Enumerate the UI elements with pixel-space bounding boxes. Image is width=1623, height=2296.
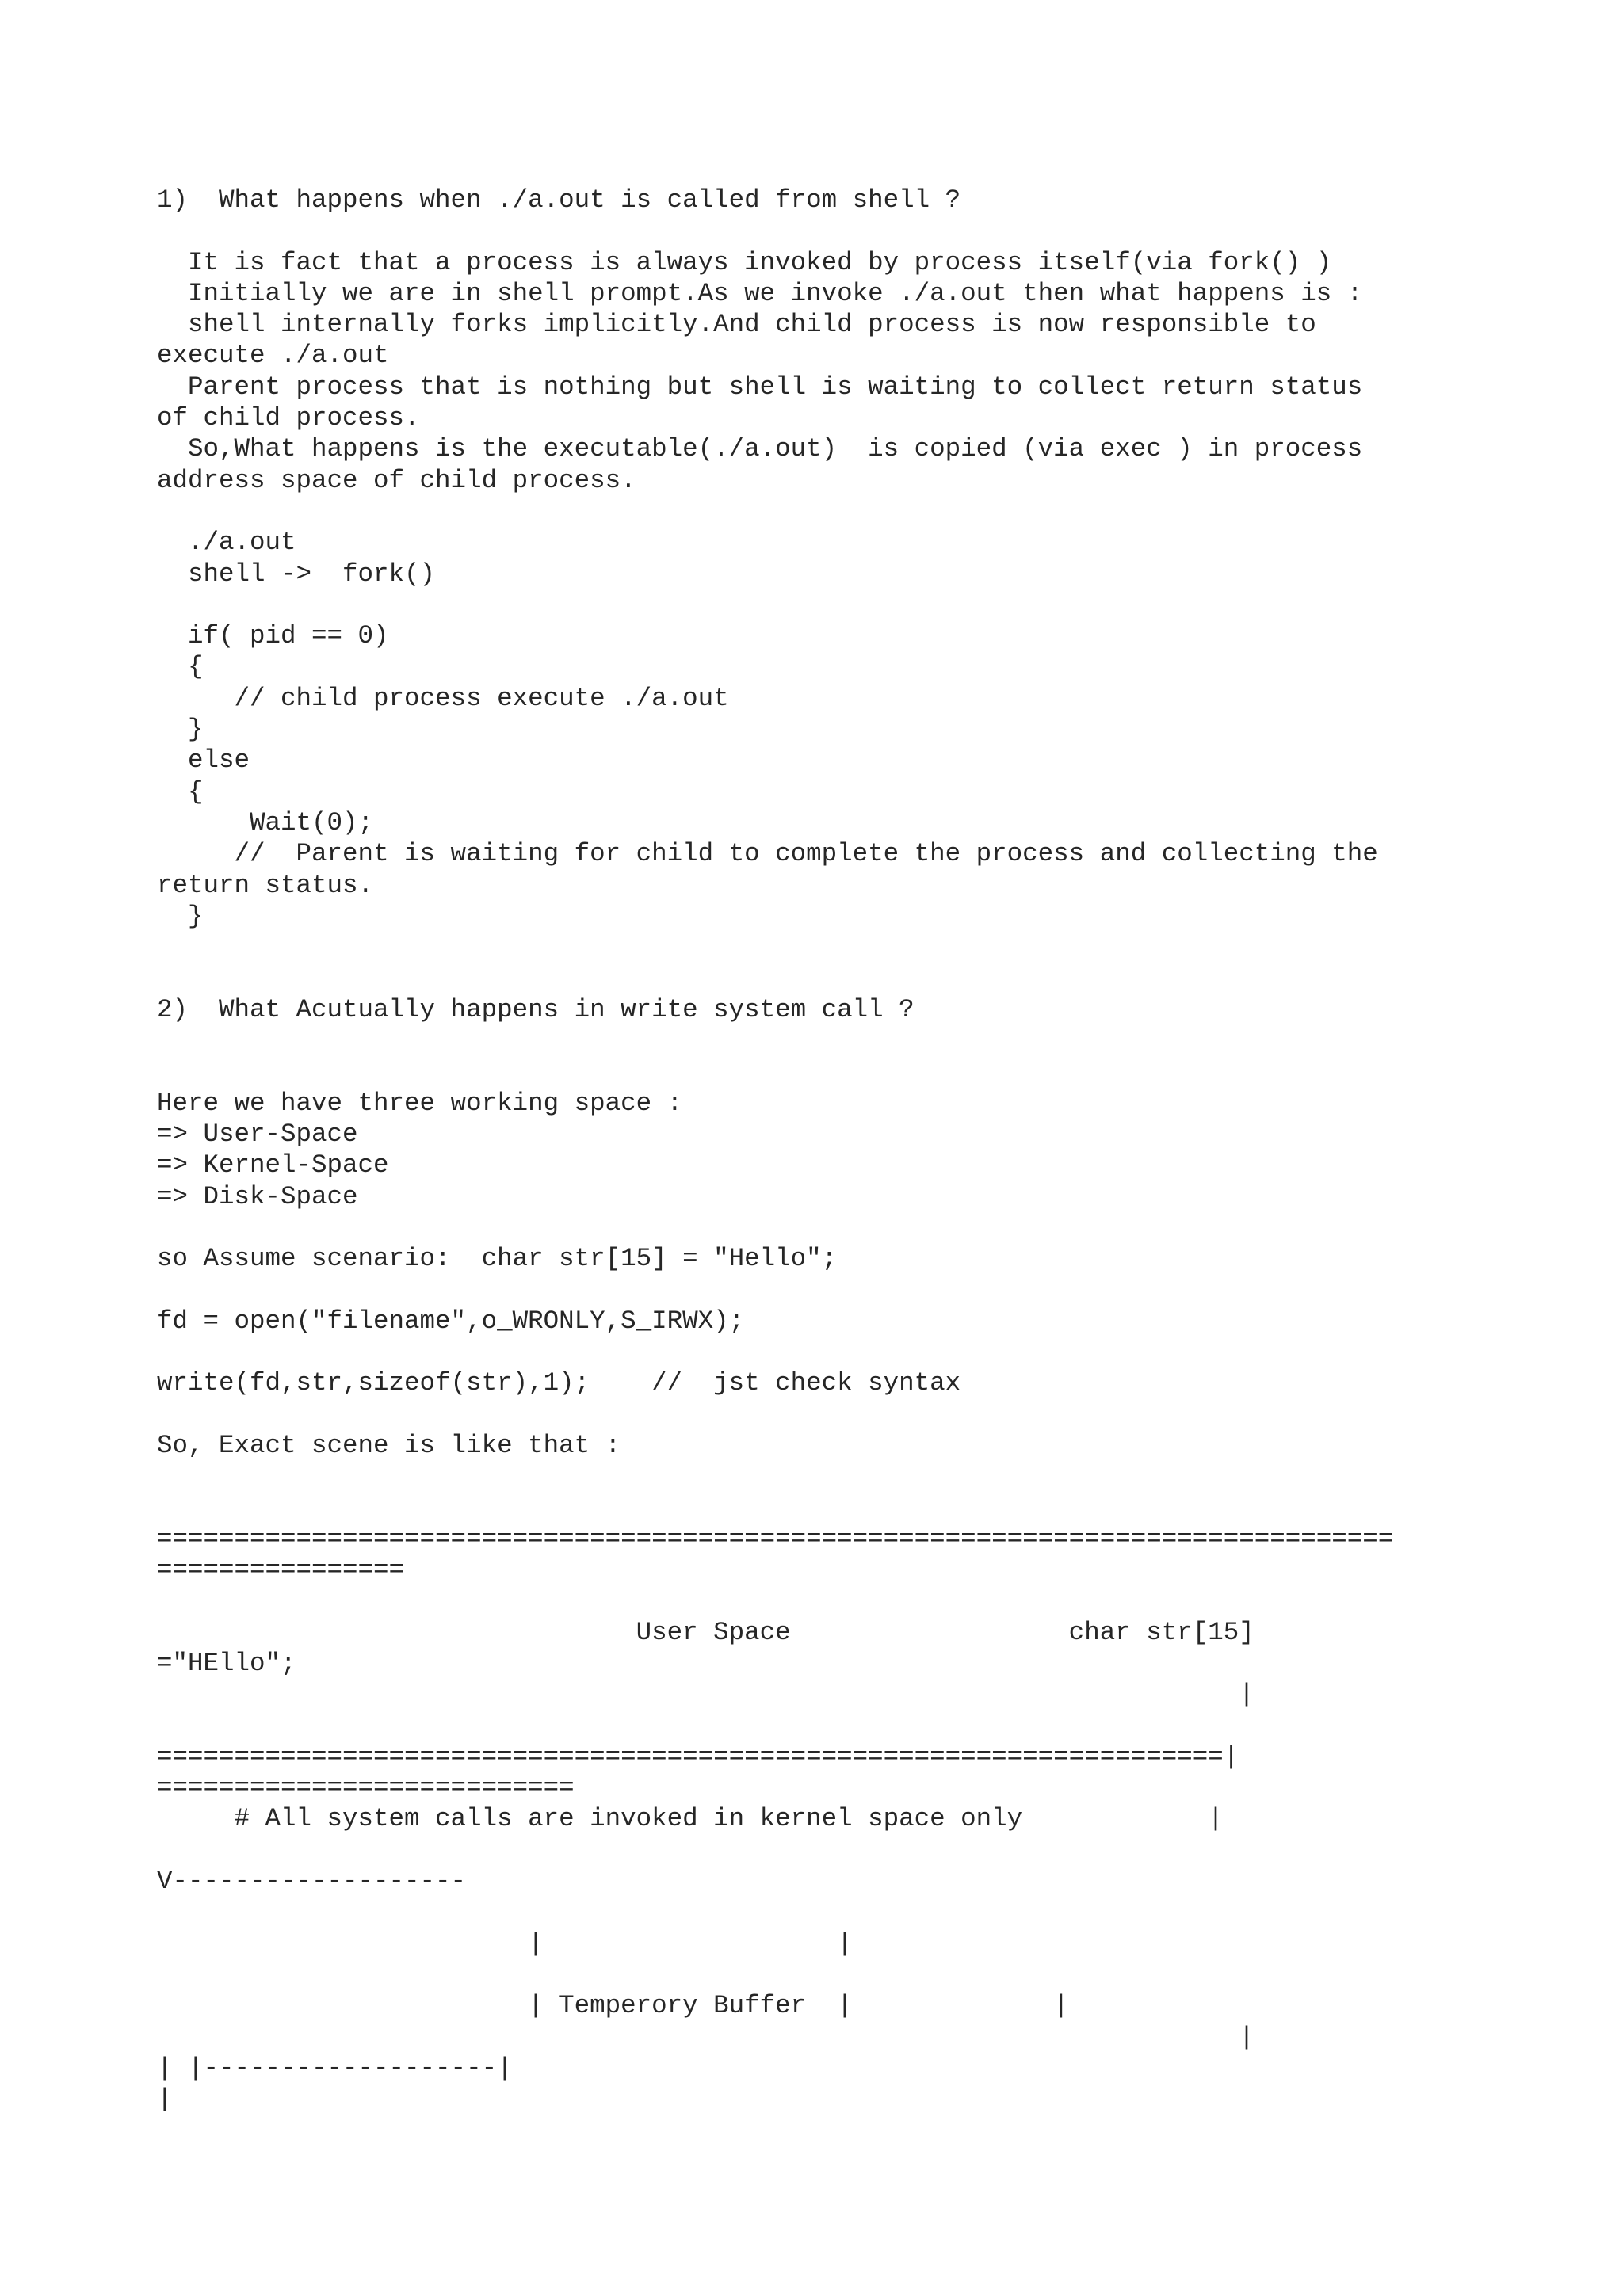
text-line <box>157 1399 1552 1430</box>
text-line: ./a.out <box>157 528 296 558</box>
text-line <box>157 932 1552 963</box>
text-line <box>157 1337 1552 1367</box>
text-line <box>157 1959 1552 1990</box>
text-line: ================================================================================ <box>157 1524 1394 1554</box>
text-line: | <box>157 2022 1254 2052</box>
text-line: } <box>157 715 204 745</box>
text-line: if( pid == 0) <box>157 621 389 651</box>
text-line: address space of child process. <box>157 465 636 495</box>
text-line: ================ <box>157 1555 405 1585</box>
text-line <box>157 1897 1552 1928</box>
text-line: write(fd,str,sizeof(str),1); // jst check syntax <box>157 1368 961 1398</box>
text-line: shell internally forks implicitly.And child process is now responsible to <box>157 310 1316 340</box>
text-line <box>157 1835 1552 1866</box>
text-line <box>157 963 1552 994</box>
text-line <box>157 1492 1552 1523</box>
document-text <box>157 185 1552 2115</box>
text-line <box>157 1461 1552 1492</box>
text-line: 2) What Acutually happens in write system call ? <box>157 994 915 1024</box>
text-line: => Disk-Space <box>157 1181 358 1211</box>
text-line: It is fact that a process is always invoked by process itself(via fork() ) <box>157 247 1332 277</box>
text-line: { <box>157 652 204 682</box>
text-line <box>157 1711 1552 1741</box>
text-line: of child process. <box>157 403 420 433</box>
text-line: | <box>157 2084 173 2115</box>
text-line: =========================== <box>157 1773 575 1803</box>
text-line: | <box>157 1680 1254 1710</box>
text-line: | Temperory Buffer | | <box>157 1991 1069 2021</box>
text-line <box>157 1056 1552 1087</box>
text-line: { <box>157 776 204 807</box>
text-line: User Space char str[15] <box>157 1617 1254 1647</box>
text-line: fd = open("filename",o_WRONLY,S_IRWX); <box>157 1306 745 1336</box>
text-line: | |-------------------| <box>157 2053 513 2083</box>
text-line: So, Exact scene is like that : <box>157 1430 621 1460</box>
text-line: V------------------- <box>157 1867 467 1897</box>
text-line: else <box>157 746 250 776</box>
text-line <box>157 589 1552 620</box>
text-line: shell -> fork() <box>157 559 436 589</box>
text-line: # All system calls are invoked in kernel space only | <box>157 1804 1224 1834</box>
text-line: Parent process that is nothing but shell is waiting to collect return status <box>157 372 1363 402</box>
text-line <box>157 1025 1552 1056</box>
text-line: so Assume scenario: char str[15] = "Hello"; <box>157 1244 838 1274</box>
text-line <box>157 1212 1552 1243</box>
text-line: So,What happens is the executable(./a.out) is copied (via exec ) in process <box>157 434 1363 464</box>
text-line <box>157 496 1552 527</box>
text-line: Initially we are in shell prompt.As we invoke ./a.out then what happens is : <box>157 278 1363 308</box>
text-line: // Parent is waiting for child to complete the process and collecting the <box>157 839 1378 869</box>
text-line <box>157 1585 1552 1616</box>
text-line: 1) What happens when ./a.out is called from shell ? <box>157 185 961 215</box>
text-line: Wait(0); <box>157 807 374 837</box>
text-line: return status. <box>157 870 374 900</box>
text-line <box>157 215 1552 246</box>
text-line: => Kernel-Space <box>157 1150 389 1180</box>
text-line: execute ./a.out <box>157 341 389 371</box>
text-line <box>157 1274 1552 1305</box>
text-line: | | <box>157 1928 853 1958</box>
text-line: =====================================================================| <box>157 1741 1239 1772</box>
text-line: ="HEllo"; <box>157 1648 296 1678</box>
text-line: // child process execute ./a.out <box>157 683 729 713</box>
text-line: Here we have three working space : <box>157 1088 683 1118</box>
text-line: => User-Space <box>157 1119 358 1149</box>
text-line: } <box>157 901 204 931</box>
